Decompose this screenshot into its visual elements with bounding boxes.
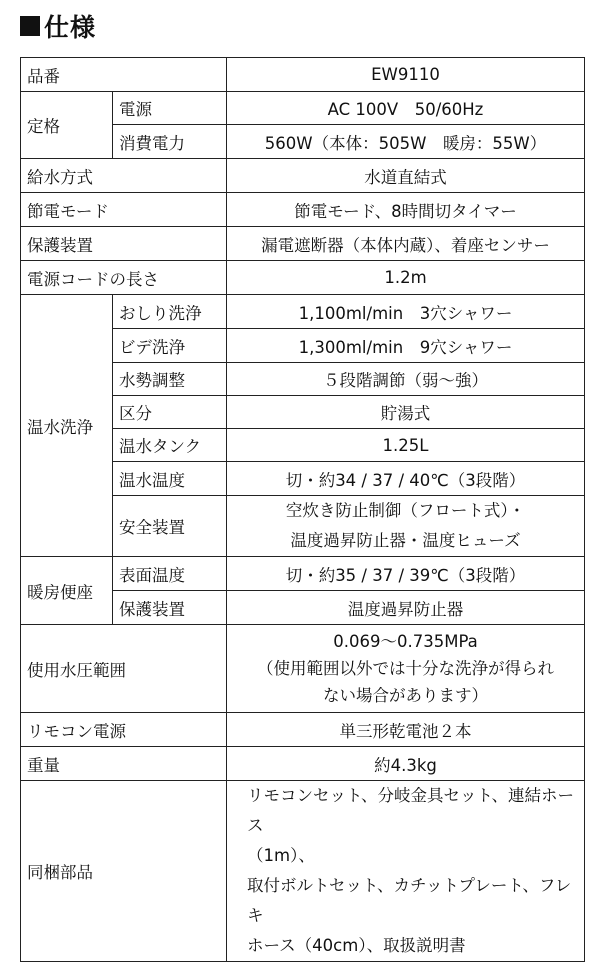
label-suisei: 水勢調整 (113, 363, 227, 396)
row-kyusui (21, 159, 585, 193)
value-juryo: 約4.3kg (227, 747, 585, 781)
value-dokon-line: ホース（40cm）、取扱説明書 (247, 936, 466, 955)
row-dengen (21, 92, 585, 125)
row-hyomen (21, 557, 585, 591)
value-suiatsu-line: ない場合があります） (323, 686, 488, 705)
value-cord: 1.2m (227, 261, 585, 295)
value-hogo: 漏電遮断器（本体内蔵）、着座センサー (227, 227, 585, 261)
label-oshiri: おしり洗浄 (113, 295, 227, 329)
section-heading (20, 6, 96, 46)
value-tank: 1.25L (227, 429, 585, 462)
label-bide: ビデ洗浄 (113, 329, 227, 363)
value-dengen: AC 100V 50/60Hz (227, 92, 585, 125)
row-oshiri (21, 295, 585, 329)
value-oshiri: 1,100ml/min 3穴シャワー (227, 295, 585, 329)
row-hogo (21, 227, 585, 261)
value-danbo-hogo: 温度過昇防止器 (227, 591, 585, 625)
value-setsuden: 節電モード、8時間切タイマー (227, 193, 585, 227)
value-anzen-line: 温度過昇防止器・温度ヒューズ (290, 531, 521, 550)
value-dokon-line: リモコンセット、分岐金具セット、連結ホース (247, 786, 575, 835)
row-cord (21, 261, 585, 295)
label-remocon: リモコン電源 (21, 713, 227, 747)
value-ondo: 切・約34 / 37 / 40℃（3段階） (227, 462, 585, 496)
value-kyusui: 水道直結式 (227, 159, 585, 193)
label-kubun: 区分 (113, 396, 227, 429)
value-suiatsu-line: （使用範囲以外では十分な洗浄が得られ (257, 659, 554, 678)
label-danbo: 暖房便座 (21, 557, 113, 625)
value-dokon-line: 取付ボルトセット、カチットプレート、フレキ (247, 876, 572, 925)
heading-title: 仕様 (44, 13, 97, 42)
spec-table (20, 57, 585, 962)
label-suiatsu: 使用水圧範囲 (21, 625, 227, 713)
value-kubun: 貯湯式 (227, 396, 585, 429)
value-shohi: 560W（本体：505W 暖房：55W） (227, 125, 585, 159)
label-dengen: 電源 (113, 92, 227, 125)
label-teikaku: 定格 (21, 92, 113, 159)
value-dokon (227, 781, 585, 962)
label-anzen: 安全装置 (113, 496, 227, 557)
label-juryo: 重量 (21, 747, 227, 781)
label-hyomen: 表面温度 (113, 557, 227, 591)
value-suiatsu-line: 0.069～0.735MPa (333, 632, 478, 651)
label-tank: 温水タンク (113, 429, 227, 462)
label-danbo-hogo: 保護装置 (113, 591, 227, 625)
label-setsuden: 節電モード (21, 193, 227, 227)
label-hogo: 保護装置 (21, 227, 227, 261)
value-hinban: EW9110 (227, 58, 585, 92)
label-onsui: 温水洗浄 (21, 295, 113, 557)
row-remocon (21, 713, 585, 747)
value-dokon-line: （1m）、 (247, 846, 315, 865)
heading-square-marker (20, 16, 40, 36)
value-suiatsu (227, 625, 585, 713)
row-setsuden (21, 193, 585, 227)
value-hyomen: 切・約35 / 37 / 39℃（3段階） (227, 557, 585, 591)
value-suisei: ５段階調節（弱～強） (227, 363, 585, 396)
value-anzen (227, 496, 585, 557)
value-anzen-line: 空炊き防止制御（フロート式）・ (285, 501, 526, 520)
row-suiatsu (21, 625, 585, 713)
label-shohi: 消費電力 (113, 125, 227, 159)
label-hinban: 品番 (21, 58, 227, 92)
row-juryo (21, 747, 585, 781)
label-ondo: 温水温度 (113, 462, 227, 496)
value-bide: 1,300ml/min 9穴シャワー (227, 329, 585, 363)
row-dokon (21, 781, 585, 962)
label-kyusui: 給水方式 (21, 159, 227, 193)
label-dokon: 同梱部品 (21, 781, 227, 962)
row-hinban (21, 58, 585, 92)
value-remocon: 単三形乾電池２本 (227, 713, 585, 747)
label-cord: 電源コードの長さ (21, 261, 227, 295)
